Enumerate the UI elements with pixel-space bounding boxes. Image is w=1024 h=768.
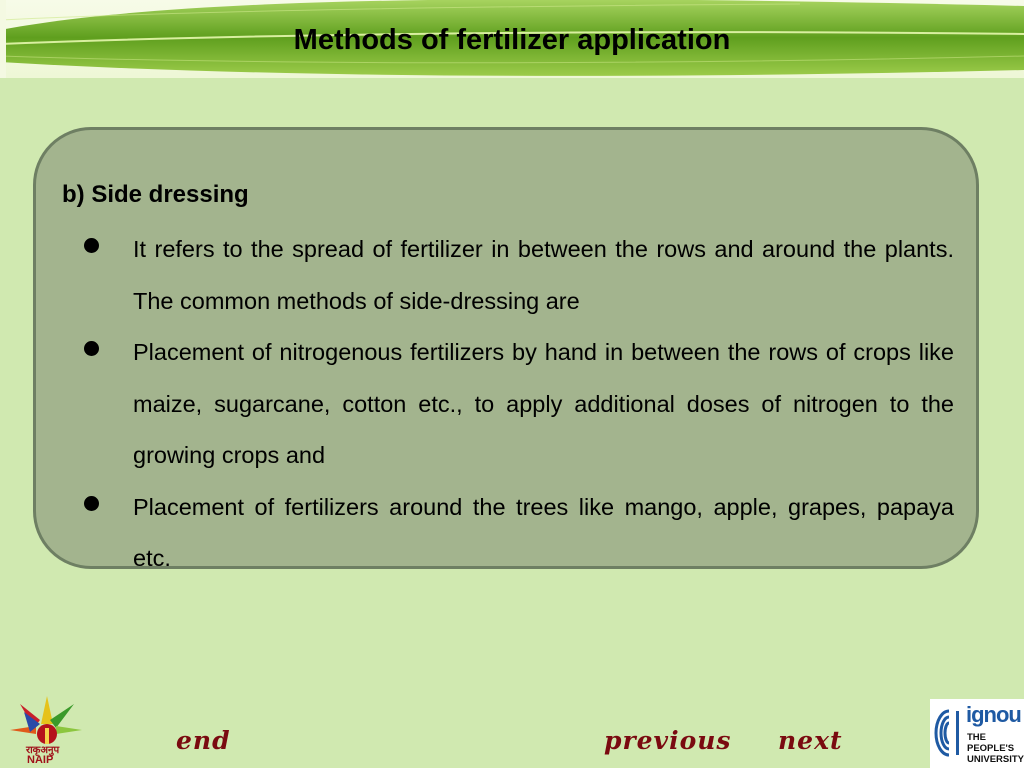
page-title: Methods of fertilizer application xyxy=(293,24,731,56)
section-heading: b) Side dressing xyxy=(62,181,249,208)
bullet-list xyxy=(72,224,954,585)
previous-link[interactable]: previous xyxy=(604,726,732,755)
bullet-item xyxy=(72,482,954,585)
ignou-wordmark: ignou xyxy=(966,702,1021,727)
next-link[interactable]: next xyxy=(778,726,843,755)
bullet-text: It refers to the spread of fertilizer in between the rows and around the plants. The common methods of side-dressing are xyxy=(133,236,954,314)
bullet-item xyxy=(72,224,954,327)
naip-label: NAIP xyxy=(27,754,54,766)
ignou-subtitle-line1: THE PEOPLE'S xyxy=(967,732,1015,754)
header-banner xyxy=(0,0,1024,78)
bullet-dot-icon xyxy=(84,496,99,511)
ignou-subtitle-line2: UNIVERSITY xyxy=(967,754,1024,765)
bullet-dot-icon xyxy=(84,341,99,356)
bullet-text: Placement of nitrogenous fertilizers by hand in between the rows of crops like maize, sugarcane, cotton etc., to apply additional doses of nitrogen to the growing crops and xyxy=(133,339,954,468)
ignou-logo-icon xyxy=(932,707,966,759)
bullet-text: Placement of fertilizers around the trees like mango, apple, grapes, papaya etc. xyxy=(133,493,954,571)
end-link[interactable]: end xyxy=(176,726,231,755)
naip-hindi-text: राकृअनुप xyxy=(26,745,60,756)
bullet-dot-icon xyxy=(84,238,99,253)
ignou-subtitle xyxy=(967,732,1024,765)
bullet-item xyxy=(72,327,954,482)
